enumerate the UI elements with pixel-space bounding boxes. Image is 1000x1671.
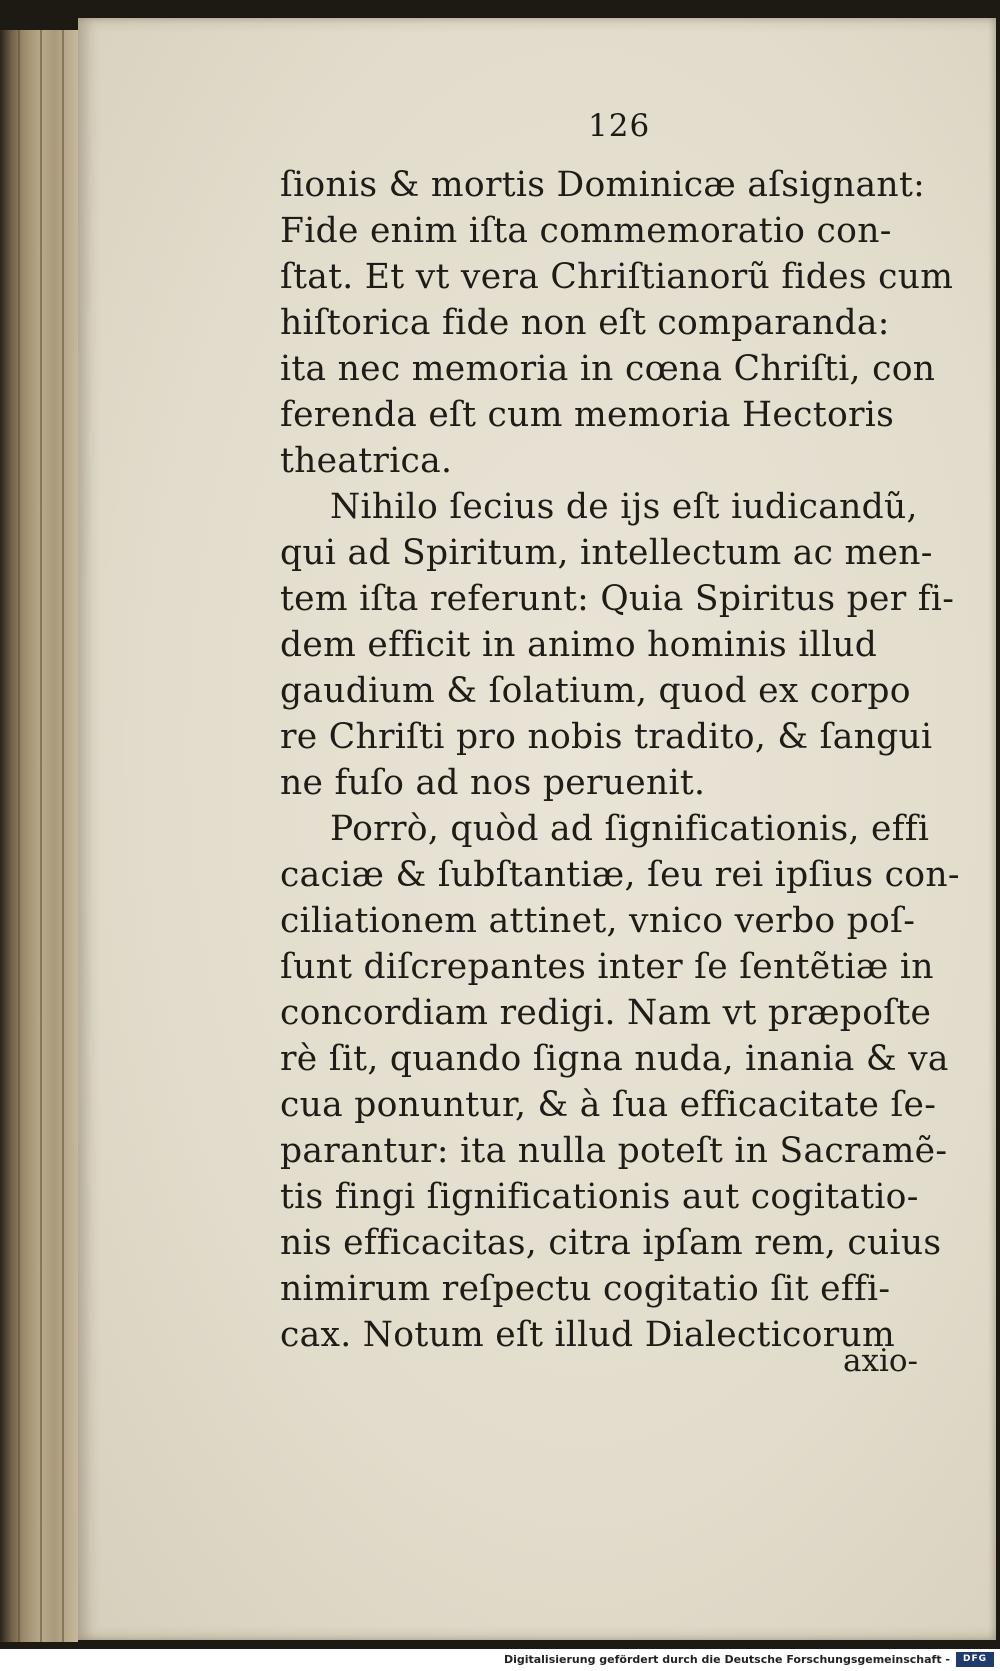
funding-credit: Digitalisierung gefördert durch die Deutsche Forschungsgemeinschaft - bbox=[503, 1653, 950, 1666]
page-number: 126 bbox=[588, 108, 651, 144]
text-line: Porrò, quòd ad ſignificationis, effi bbox=[330, 809, 930, 849]
catchword: axio- bbox=[843, 1343, 919, 1379]
text-line: nis efficacitas, citra ipſam rem, cuius bbox=[280, 1223, 942, 1263]
text-line: ſtat. Et vt vera Chriſtianorũ fides cum bbox=[280, 257, 954, 297]
text-line: cax. Notum eſt illud Dialecticorum bbox=[280, 1315, 896, 1355]
page-edge-line bbox=[62, 30, 64, 1642]
text-line: ita nec memoria in cœna Chriſti, con bbox=[280, 349, 936, 389]
dfg-logo-icon: DFG bbox=[956, 1652, 994, 1667]
text-line: hiſtorica fide non eſt comparanda: bbox=[280, 303, 890, 343]
text-line: cua ponuntur, & à ſua efficacitate ſe- bbox=[280, 1085, 937, 1125]
text-line: theatrica. bbox=[280, 441, 453, 481]
text-line: tem iſta referunt: Quia Spiritus per fi- bbox=[280, 579, 955, 619]
book-page bbox=[78, 18, 996, 1640]
text-line: caciæ & ſubſtantiæ, ſeu rei ipſius con- bbox=[280, 855, 960, 895]
text-line: tis fingi ſignificationis aut cogitatio- bbox=[280, 1177, 919, 1217]
text-line: Nihilo ſecius de ijs eſt iudicandũ, bbox=[330, 487, 918, 527]
text-line: Fide enim iſta commemoratio con- bbox=[280, 211, 892, 251]
text-line: ſionis & mortis Dominicæ aſsignant: bbox=[280, 165, 926, 205]
text-line: concordiam redigi. Nam vt præpoſte bbox=[280, 993, 932, 1033]
text-line: gaudium & ſolatium, quod ex corpo bbox=[280, 671, 911, 711]
text-line: ciliationem attinet, vnico verbo poſ- bbox=[280, 901, 916, 941]
page-edge-line bbox=[40, 30, 42, 1642]
text-line: rè ſit, quando ſigna nuda, inania & va bbox=[280, 1039, 949, 1079]
text-line: parantur: ita nulla poteſt in Sacramẽ- bbox=[280, 1131, 948, 1171]
text-line: ſunt diſcrepantes inter ſe ſentẽtiæ in bbox=[280, 947, 934, 987]
text-line: nimirum reſpectu cogitatio ſit effi- bbox=[280, 1269, 891, 1309]
digitization-footer bbox=[0, 1649, 1000, 1671]
text-line: dem efficit in animo hominis illud bbox=[280, 625, 878, 665]
text-line: ferenda eſt cum memoria Hectoris bbox=[280, 395, 895, 435]
text-line: re Chriſti pro nobis tradito, & ſangui bbox=[280, 717, 933, 757]
book-binding-edge bbox=[0, 30, 78, 1642]
text-line: qui ad Spiritum, intellectum ac men- bbox=[280, 533, 933, 573]
page-edge-line bbox=[18, 30, 20, 1642]
text-line: ne fuſo ad nos peruenit. bbox=[280, 763, 706, 803]
